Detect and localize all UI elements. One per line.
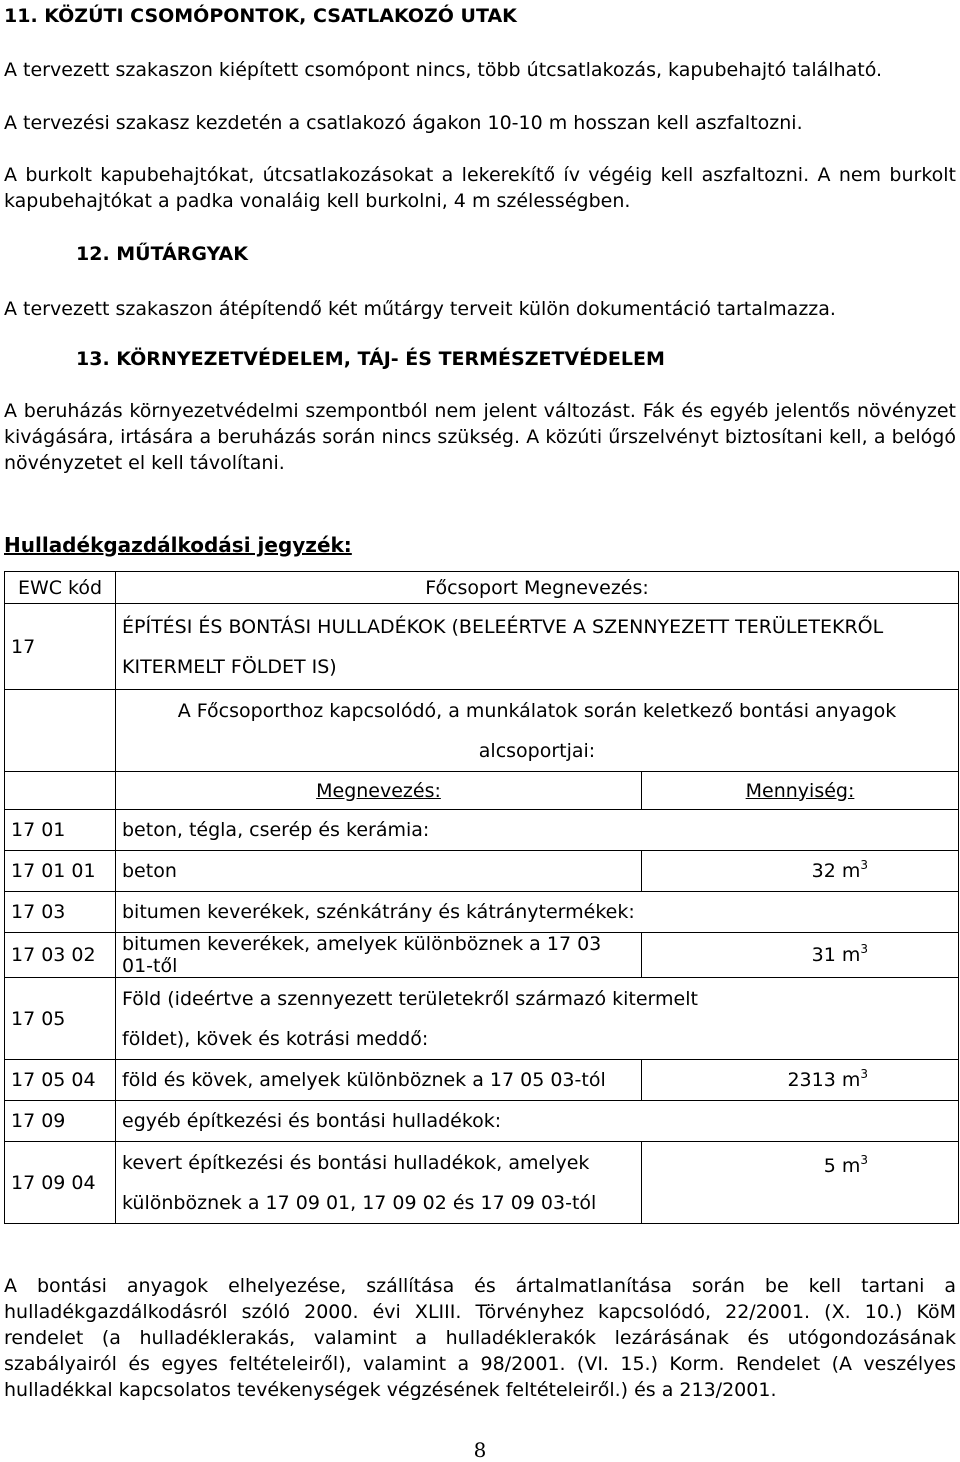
table-row: [5, 1101, 959, 1142]
section-11-paragraph-3: A burkolt kapubehajtókat, útcsatlakozásokat a lekerekítő ív végéig kell aszfaltozni. A nem burkolt kapubehajtókat a padka vonaláig kell burkolni, 4 m szélességben.: [4, 164, 956, 212]
column-header-quantity: Mennyiség:: [642, 772, 959, 810]
section-13-paragraph-1: A beruházás környezetvédelmi szempontból nem jelent változást. Fák és egyéb jelentős növényzet kivágására, irtására a beruházás során nincs szükség. A közúti űrszelvényt biztosítani kell, a belógó növényzetet el kell távolítani.: [4, 400, 956, 474]
group-name: ÉPÍTÉSI ÉS BONTÁSI HULLADÉKOK (BELEÉRTVE A SZENNYEZETT TERÜLETEKRŐL KITERMELT FÖLDET IS): [116, 604, 959, 690]
waste-register-title: Hulladékgazdálkodási jegyzék:: [4, 533, 352, 557]
table-cell-empty: [5, 772, 116, 810]
row-name: kevert építkezési és bontási hulladékok, amelyek különböznek a 17 09 01, 17 09 02 és 17 09 03-tól: [116, 1142, 642, 1224]
section-11-paragraph-2: A tervezési szakasz kezdetén a csatlakozó ágakon 10-10 m hosszan kell aszfaltozni.: [4, 112, 803, 134]
row-code: 17 05: [5, 978, 116, 1060]
section-12-paragraph-1: A tervezett szakaszon átépítendő két műtárgy terveit külön dokumentáció tartalmazza.: [4, 298, 836, 320]
row-name: föld és kövek, amelyek különböznek a 17 05 03-tól: [116, 1060, 642, 1101]
row-code: 17 09: [5, 1101, 116, 1142]
table-row: [5, 851, 959, 892]
section-13-heading: 13. KÖRNYEZETVÉDELEM, TÁJ- ÉS TERMÉSZETVÉDELEM: [76, 348, 665, 370]
row-code: 17 01: [5, 810, 116, 851]
section-12-heading: 12. MŰTÁRGYAK: [76, 243, 248, 265]
section-11-paragraph-1: A tervezett szakaszon kiépített csomópont nincs, több útcsatlakozás, kapubehajtó található.: [4, 59, 883, 81]
column-header-code: EWC kód: [5, 572, 116, 604]
group-code: 17: [5, 604, 116, 690]
row-code: 17 03 02: [5, 933, 116, 978]
row-quantity: 32 $m^3$: [642, 851, 959, 892]
row-name: beton: [116, 851, 642, 892]
row-code: 17 01 01: [5, 851, 116, 892]
closing-paragraph: A bontási anyagok elhelyezése, szállítása és ártalmatlanítása során be kell tartani a hulladékgazdálkodásról szóló 2000. évi XLIII. Törvényhez kapcsolódó, 22/2001. (X. 10.) KöM rendelet (a hulladéklerakás, valamint a hulladéklerakók lezárásának és utógondozásának szabályairól és egyes feltételeiről), valamint a 98/2001. (VI. 15.) Korm. Rendelet (A veszélyes hulladékkal kapcsolatos tevékenységek végzésének feltételeiről.) és a 213/2001.: [4, 1275, 956, 1401]
section-11-heading: 11. KÖZÚTI CSOMÓPONTOK, CSATLAKOZÓ UTAK: [4, 5, 517, 27]
row-quantity: 31 $m^3$: [642, 933, 959, 978]
row-name: egyéb építkezési és bontási hulladékok:: [116, 1101, 959, 1142]
table-cell-empty: [5, 690, 116, 772]
row-code: 17 03: [5, 892, 116, 933]
table-row: [5, 892, 959, 933]
subgroup-caption: A Főcsoporthoz kapcsolódó, a munkálatok során keletkező bontási anyagok alcsoportjai:: [116, 690, 959, 772]
table-row: [5, 933, 959, 978]
table-row: [5, 978, 959, 1060]
row-name: beton, tégla, cserép és kerámia:: [116, 810, 959, 851]
column-header-name: Megnevezés:: [116, 772, 642, 810]
row-code: 17 09 04: [5, 1142, 116, 1224]
row-code: 17 05 04: [5, 1060, 116, 1101]
table-row: [5, 1142, 959, 1224]
row-name: bitumen keverékek, amelyek különböznek a 17 03 01-től: [116, 933, 642, 978]
row-quantity: 5 $m^3$: [642, 1142, 959, 1224]
row-name: Föld (ideértve a szennyezett területekről származó kitermelt földet), kövek és kotrási meddő:: [116, 978, 959, 1060]
row-quantity: 2313 $m^3$: [642, 1060, 959, 1101]
waste-register-table: [4, 571, 959, 1224]
row-name: bitumen keverékek, szénkátrány és kátránytermékek:: [116, 892, 959, 933]
page-number: 8: [473, 1438, 487, 1462]
column-header-group: Főcsoport Megnevezés:: [116, 572, 959, 604]
table-row: [5, 810, 959, 851]
table-row: [5, 1060, 959, 1101]
